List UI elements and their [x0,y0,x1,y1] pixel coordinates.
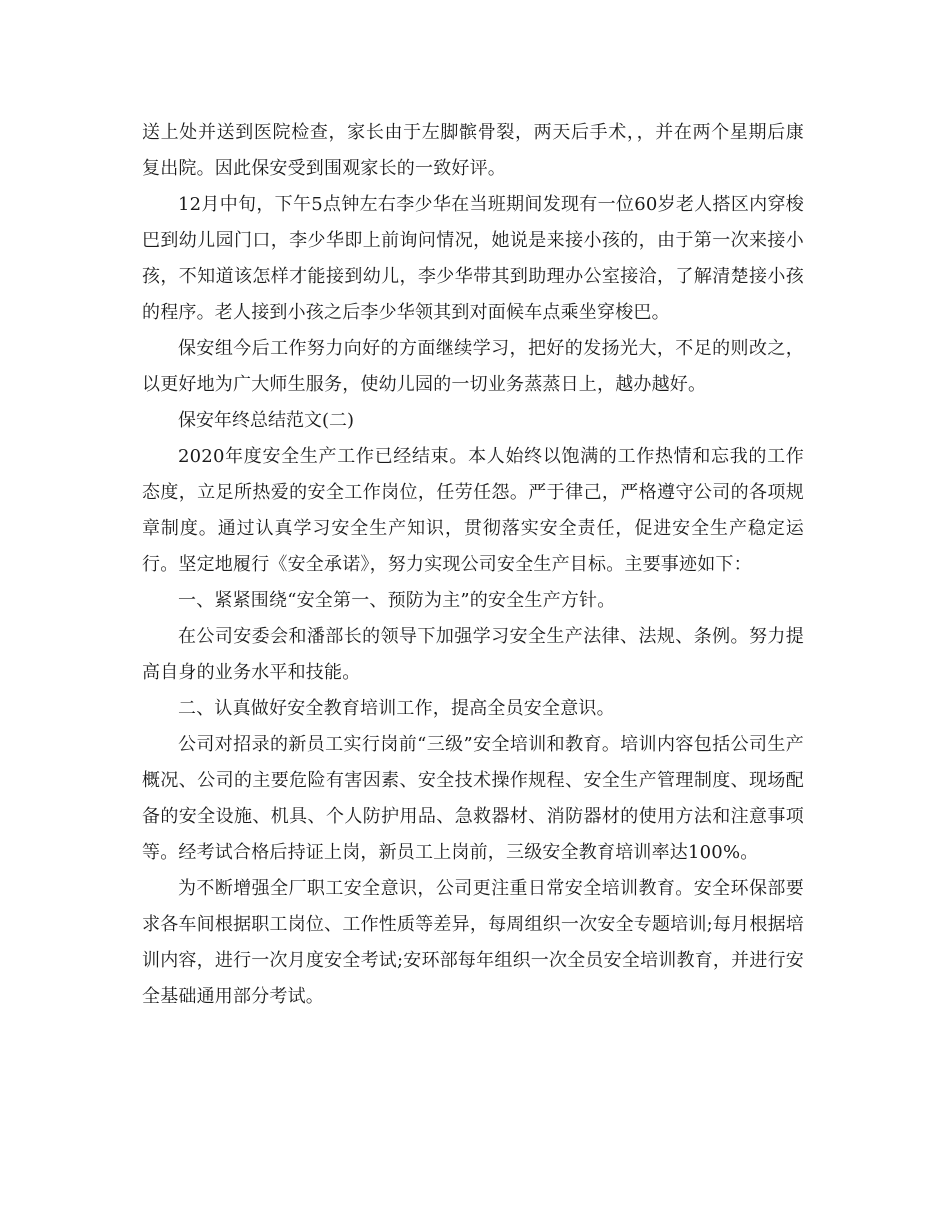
paragraph-point-one: 在公司安委会和潘部长的领导下加强学习安全生产法律、法规、条例。努力提高自身的业务水平和技能。 [142,626,804,683]
document-page [142,115,804,1015]
paragraph-annual-intro: 2020年度安全生产工作已经结束。本人始终以饱满的工作热情和忘我的工作态度，立足所热爱的安全工作岗位，任劳任怨。严于律己，严格遵守公司的各项规章制度。通过认真学习安全生产知识，贯彻落实安全责任，促进安全生产稳定运行。坚定地履行《安全承诺》，努力实现公司安全生产目标。主要事迹如下： [142,446,804,575]
paragraph-continuation: 送上处并送到医院检查，家长由于左脚髌骨裂，两天后手术，，并在两个星期后康复出院。因此保安受到围观家长的一致好评。 [142,122,804,179]
paragraph-december-incident: 12月中旬，下午5点钟左右李少华在当班期间发现有一位60岁老人搭区内穿梭巴到幼儿园门口，李少华即上前询问情况，她说是来接小孩的，由于第一次来接小孩，不知道该怎样才能接到幼儿，李少华带其到助理办公室接洽，了解清楚接小孩的程序。老人接到小孩之后李少华领其到对面候车点乘坐穿梭巴。 [142,194,804,323]
heading-point-one: 一、紧紧围绕“安全第一、预防为主”的安全生产方针。 [178,590,616,611]
paragraph-future-work: 保安组今后工作努力向好的方面继续学习，把好的发扬光大，不足的则改之，以更好地为广大师生服务，使幼儿园的一切业务蒸蒸日上，越办越好。 [142,338,804,395]
paragraph-daily-training: 为不断增强全厂职工安全意识，公司更注重日常安全培训教育。安全环保部要求各车间根据职工岗位、工作性质等差异，每周组织一次安全专题培训;每月根据培训内容，进行一次月度安全考试;安环部每年组织一次全员安全培训教育，并进行安全基础通用部分考试。 [142,878,804,1007]
paragraph-new-staff-training: 公司对招录的新员工实行岗前“三级”安全培训和教育。培训内容包括公司生产概况、公司的主要危险有害因素、安全技术操作规程、安全生产管理制度、现场配备的安全设施、机具、个人防护用品、急救器材、消防器材的使用方法和注意事项等。经考试合格后持证上岗，新员工上岗前，三级安全教育培训率达100%。 [142,734,804,863]
section-title: 保安年终总结范文(二) [178,410,355,431]
heading-point-two: 二、认真做好安全教育培训工作，提高全员安全意识。 [178,698,615,719]
